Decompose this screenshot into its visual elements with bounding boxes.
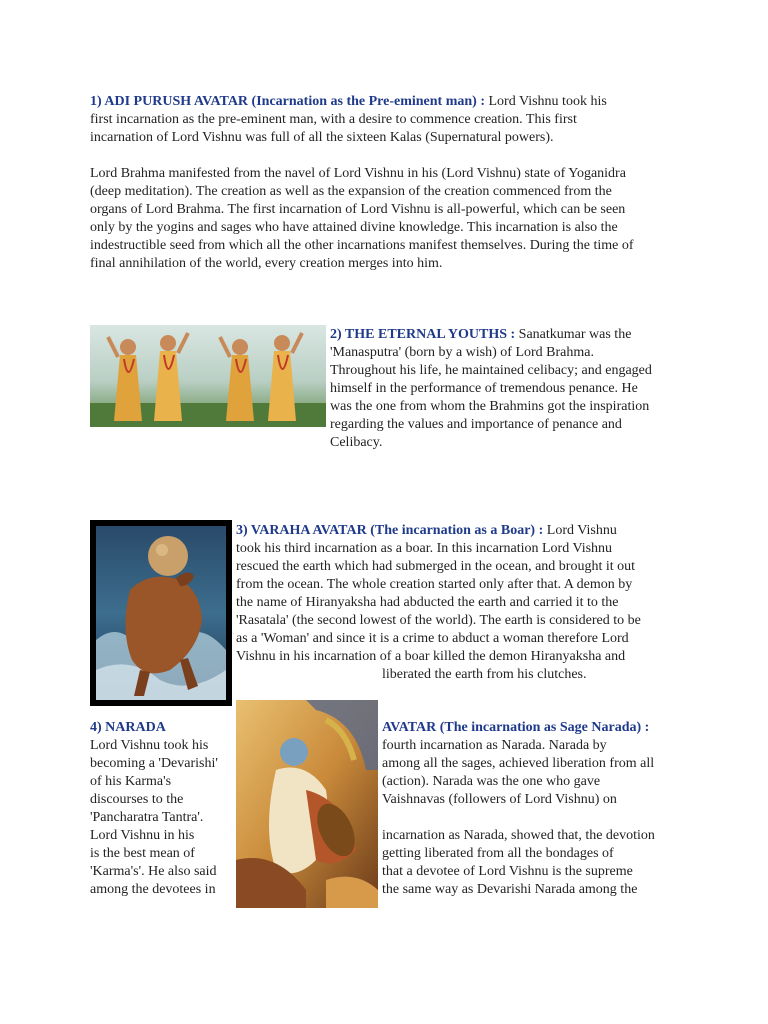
section4-right-line: incarnation as Narada, showed that, the devotion	[382, 828, 655, 843]
section4-right-line: the same way as Devarishi Narada among the	[382, 882, 638, 897]
varaha-boar-illustration-icon	[90, 520, 232, 706]
section4-heading-right: AVATAR (The incarnation as Sage Narada) :	[382, 720, 650, 735]
section4-right-line: among all the sages, achieved liberation from all	[382, 756, 655, 771]
section4-left-line: among the devotees in	[90, 882, 216, 897]
section1-first-line	[90, 93, 607, 111]
section2-line: Celibacy.	[330, 435, 383, 450]
eternal-youths-illustration-icon	[90, 325, 326, 427]
section1-para2-line: organs of Lord Brahma. The first incarnation of Lord Vishnu is all-powerful, which can be seen	[90, 202, 626, 217]
section1-para2-line: indestructible seed from which all the other incarnations manifest themselves. During the time of	[90, 238, 634, 253]
narada-image	[236, 700, 378, 908]
section1-line: first incarnation as the pre-eminent man, with a desire to commence creation. This first	[90, 112, 577, 127]
section3-line: took his third incarnation as a boar. In this incarnation Lord Vishnu	[236, 541, 613, 556]
section1-line1-rest: Lord Vishnu took his	[484, 94, 607, 109]
section3-line: the name of Hiranyaksha had abducted the earth and carried it to the	[236, 595, 619, 610]
section4-right-line: fourth incarnation as Narada. Narada by	[382, 738, 607, 753]
section2-line: regarding the values and importance of penance and	[330, 417, 622, 432]
section3-line: rescued the earth which had submerged in the ocean, and brought it out	[236, 559, 636, 574]
section1-para2-line: final annihilation of the world, every creation merges into him.	[90, 256, 443, 271]
section3-heading: 3) VARAHA AVATAR (The incarnation as a Boar) :	[236, 523, 544, 538]
section1-heading: 1) ADI PURUSH AVATAR (Incarnation as the Pre-eminent man) :	[90, 94, 485, 109]
section2-line: Throughout his life, he maintained celibacy; and engaged	[330, 363, 652, 378]
section3-line: Vishnu in his incarnation of a boar killed the demon Hiranyaksha and	[236, 649, 626, 664]
section3-line1-rest: Lord Vishnu	[543, 523, 617, 538]
section3-first-line	[236, 522, 617, 540]
section1-para2-line: Lord Brahma manifested from the navel of Lord Vishnu in his (Lord Vishnu) state of Yoganidra	[90, 166, 626, 181]
narada-illustration-icon	[236, 700, 378, 908]
section2-line: 'Manasputra' (born by a wish) of Lord Brahma.	[330, 345, 594, 360]
section2-line1-rest: Sanatkumar was the	[515, 327, 632, 342]
section4-left-line: is the best mean of	[90, 846, 195, 861]
section1-para2-line: (deep meditation). The creation as well as the expansion of the creation commenced from the	[90, 184, 612, 199]
section4-right-line: that a devotee of Lord Vishnu is the supreme	[382, 864, 633, 879]
section2-first-line	[330, 326, 631, 344]
section2-line: was the one from whom the Brahmins got the inspiration	[330, 399, 650, 414]
section3-line: 'Rasatala' (the second lowest of the world). The earth is considered to be	[236, 613, 641, 628]
section4-left-line: 'Pancharatra Tantra'.	[90, 810, 204, 825]
section1-para2-line: only by the yogins and sages who have attained divine knowledge. This incarnation is also the	[90, 220, 618, 235]
section2-line: himself in the performance of tremendous penance. He	[330, 381, 638, 396]
section1-line: incarnation of Lord Vishnu was full of all the sixteen Kalas (Supernatural powers).	[90, 130, 554, 145]
section4-right-line: Vaishnavas (followers of Lord Vishnu) on	[382, 792, 617, 807]
section4-left-line: of his Karma's	[90, 774, 172, 789]
section3-line: liberated the earth from his clutches.	[382, 667, 587, 682]
section4-left-line: Lord Vishnu took his	[90, 738, 209, 753]
section4-right-line: (action). Narada was the one who gave	[382, 774, 601, 789]
section4-right-line: getting liberated from all the bondages of	[382, 846, 614, 861]
section3-line: from the ocean. The whole creation started only after that. A demon by	[236, 577, 633, 592]
section4-left-line: discourses to the	[90, 792, 184, 807]
section4-heading-left: 4) NARADA	[90, 720, 166, 735]
eternal-youths-image	[90, 325, 326, 427]
section3-line: as a 'Woman' and since it is a crime to abduct a woman therefore Lord	[236, 631, 629, 646]
section4-left-line: Lord Vishnu in his	[90, 828, 195, 843]
section2-heading: 2) THE ETERNAL YOUTHS :	[330, 327, 516, 342]
section4-left-line: becoming a 'Devarishi'	[90, 756, 218, 771]
section4-left-line: 'Karma's'. He also said	[90, 864, 217, 879]
varaha-image	[90, 520, 232, 706]
